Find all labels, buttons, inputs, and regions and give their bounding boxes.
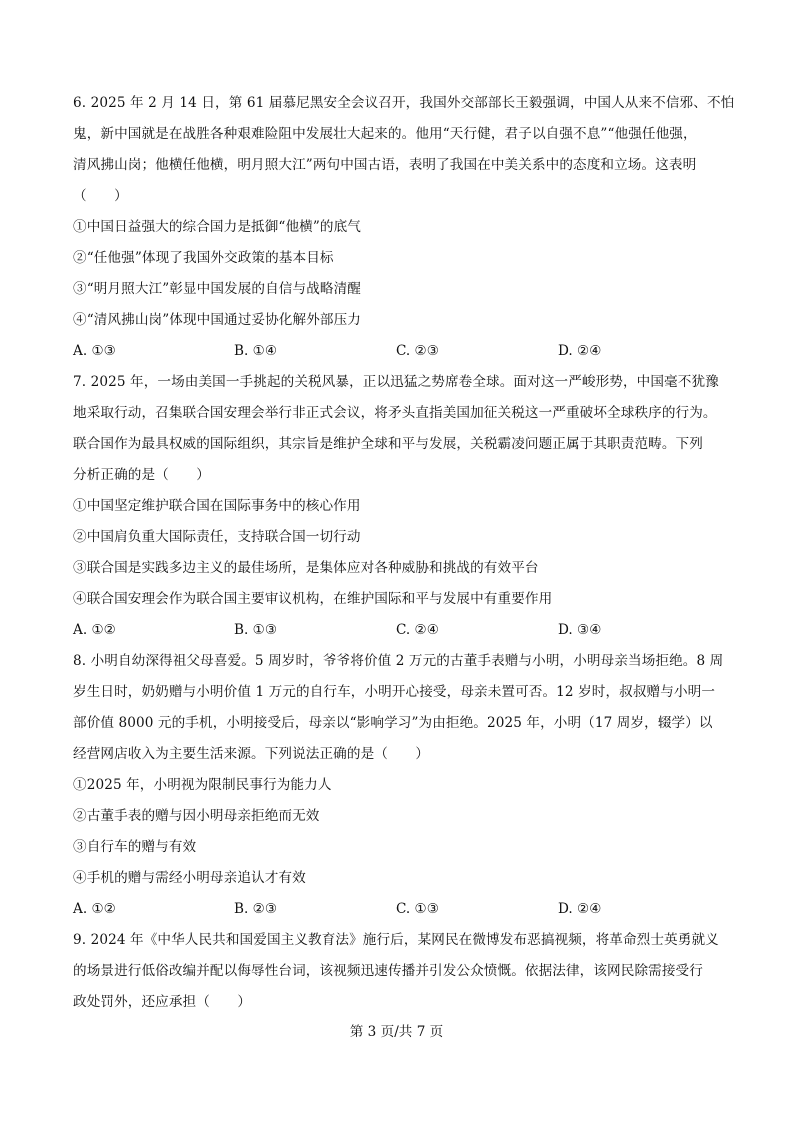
question-stem-line: 部价值 8000 元的手机，小明接受后，母亲以“影响学习”为由拒绝。2025 年，小明（17 周岁，辍学）以 [73, 715, 713, 731]
answer-options [73, 336, 725, 367]
answer-options [73, 894, 725, 925]
option-d: D. ③④ [558, 622, 602, 638]
question-stem-line: 岁生日时，奶奶赠与小明价值 1 万元的自行车，小明开心接受，母亲未置可否。12 岁时，叔叔赠与小明一 [73, 684, 716, 700]
statement-item: ②古董手表的赠与因小明母亲拒绝而无效 [73, 808, 320, 824]
statement-item: ①中国坚定维护联合国在国际事务中的核心作用 [73, 498, 361, 514]
page-number-footer: 第 3 页/共 7 页 [349, 1024, 444, 1040]
option-c: C. ②④ [396, 622, 439, 638]
question-stem-line: 政处罚外，还应承担（ ） [73, 994, 252, 1010]
question-stem-line: 的场景进行低俗改编并配以侮辱性台词，该视频迅速传播并引发公众愤慨。依据法律，该网民除需接受行 [73, 963, 703, 979]
question-7 [73, 367, 725, 646]
answer-blank: （ ） [73, 188, 128, 204]
option-b: B. ②③ [234, 901, 278, 917]
statement-item: ①2025 年，小明视为限制民事行为能力人 [73, 777, 332, 793]
option-d: D. ②④ [558, 901, 602, 917]
statement-item: ②“任他强”体现了我国外交政策的基本目标 [73, 250, 334, 266]
question-9 [73, 925, 725, 1018]
statement-item: ③自行车的赠与有效 [73, 839, 197, 855]
exam-page [73, 88, 735, 1018]
option-a: A. ①② [73, 901, 116, 917]
option-d: D. ②④ [558, 343, 602, 359]
question-stem-line: 联合国作为最具权威的国际组织，其宗旨是维护全球和平与发展，关税霸凌问题正属于其职责范畴。下列 [73, 436, 703, 452]
question-stem-line: 8. 小明自幼深得祖父母喜爱。5 周岁时，爷爷将价值 2 万元的古董手表赠与小明，小明母亲当场拒绝。8 周 [73, 653, 724, 669]
statement-item: ④手机的赠与需经小明母亲追认才有效 [73, 870, 306, 886]
question-stem-line: 经营网店收入为主要生活来源。下列说法正确的是（ ） [73, 746, 430, 762]
answer-options [73, 615, 725, 646]
statement-item: ④“清风拂山岗”体现中国通过妥协化解外部压力 [73, 312, 361, 328]
statement-item: ①中国日益强大的综合国力是抵御“他横”的底气 [73, 219, 361, 235]
question-stem-line: 7. 2025 年，一场由美国一手挑起的关税风暴，正以迅猛之势席卷全球。面对这一严峻形势，中国毫不犹豫 [73, 374, 719, 390]
statement-item: ③联合国是实践多边主义的最佳场所，是集体应对各种威胁和挑战的有效平台 [73, 560, 539, 576]
option-c: C. ②③ [396, 343, 439, 359]
option-a: A. ①② [73, 622, 116, 638]
question-8 [73, 646, 725, 925]
option-a: A. ①③ [73, 343, 116, 359]
option-b: B. ①④ [234, 343, 278, 359]
question-stem-line: 分析正确的是（ ） [73, 467, 210, 483]
question-stem-line: 清风拂山岗；他横任他横，明月照大江”两句中国古语，表明了我国在中美关系中的态度和立场。这表明 [73, 157, 697, 173]
statement-item: ②中国肩负重大国际责任，支持联合国一切行动 [73, 529, 361, 545]
question-6 [73, 88, 735, 367]
question-stem-line: 鬼，新中国就是在战胜各种艰难险阻中发展壮大起来的。他用“天行健，君子以自强不息”“他强任他强， [73, 126, 697, 142]
question-stem-line: 6. 2025 年 2 月 14 日，第 61 届慕尼黑安全会议召开，我国外交部部长王毅强调，中国人从来不信邪、不怕 [73, 95, 735, 111]
statement-item: ④联合国安理会作为联合国主要审议机构，在维护国际和平与发展中有重要作用 [73, 591, 553, 607]
option-c: C. ①③ [396, 901, 439, 917]
question-stem-line: 9. 2024 年《中华人民共和国爱国主义教育法》施行后，某网民在微博发布恶搞视频，将革命烈士英勇就义 [73, 932, 719, 948]
option-b: B. ①③ [234, 622, 278, 638]
statement-item: ③“明月照大江”彰显中国发展的自信与战略清醒 [73, 281, 361, 297]
question-stem-line: 地采取行动，召集联合国安理会举行非正式会议，将矛头直指美国加征关税这一严重破坏全球秩序的行为。 [73, 405, 717, 421]
